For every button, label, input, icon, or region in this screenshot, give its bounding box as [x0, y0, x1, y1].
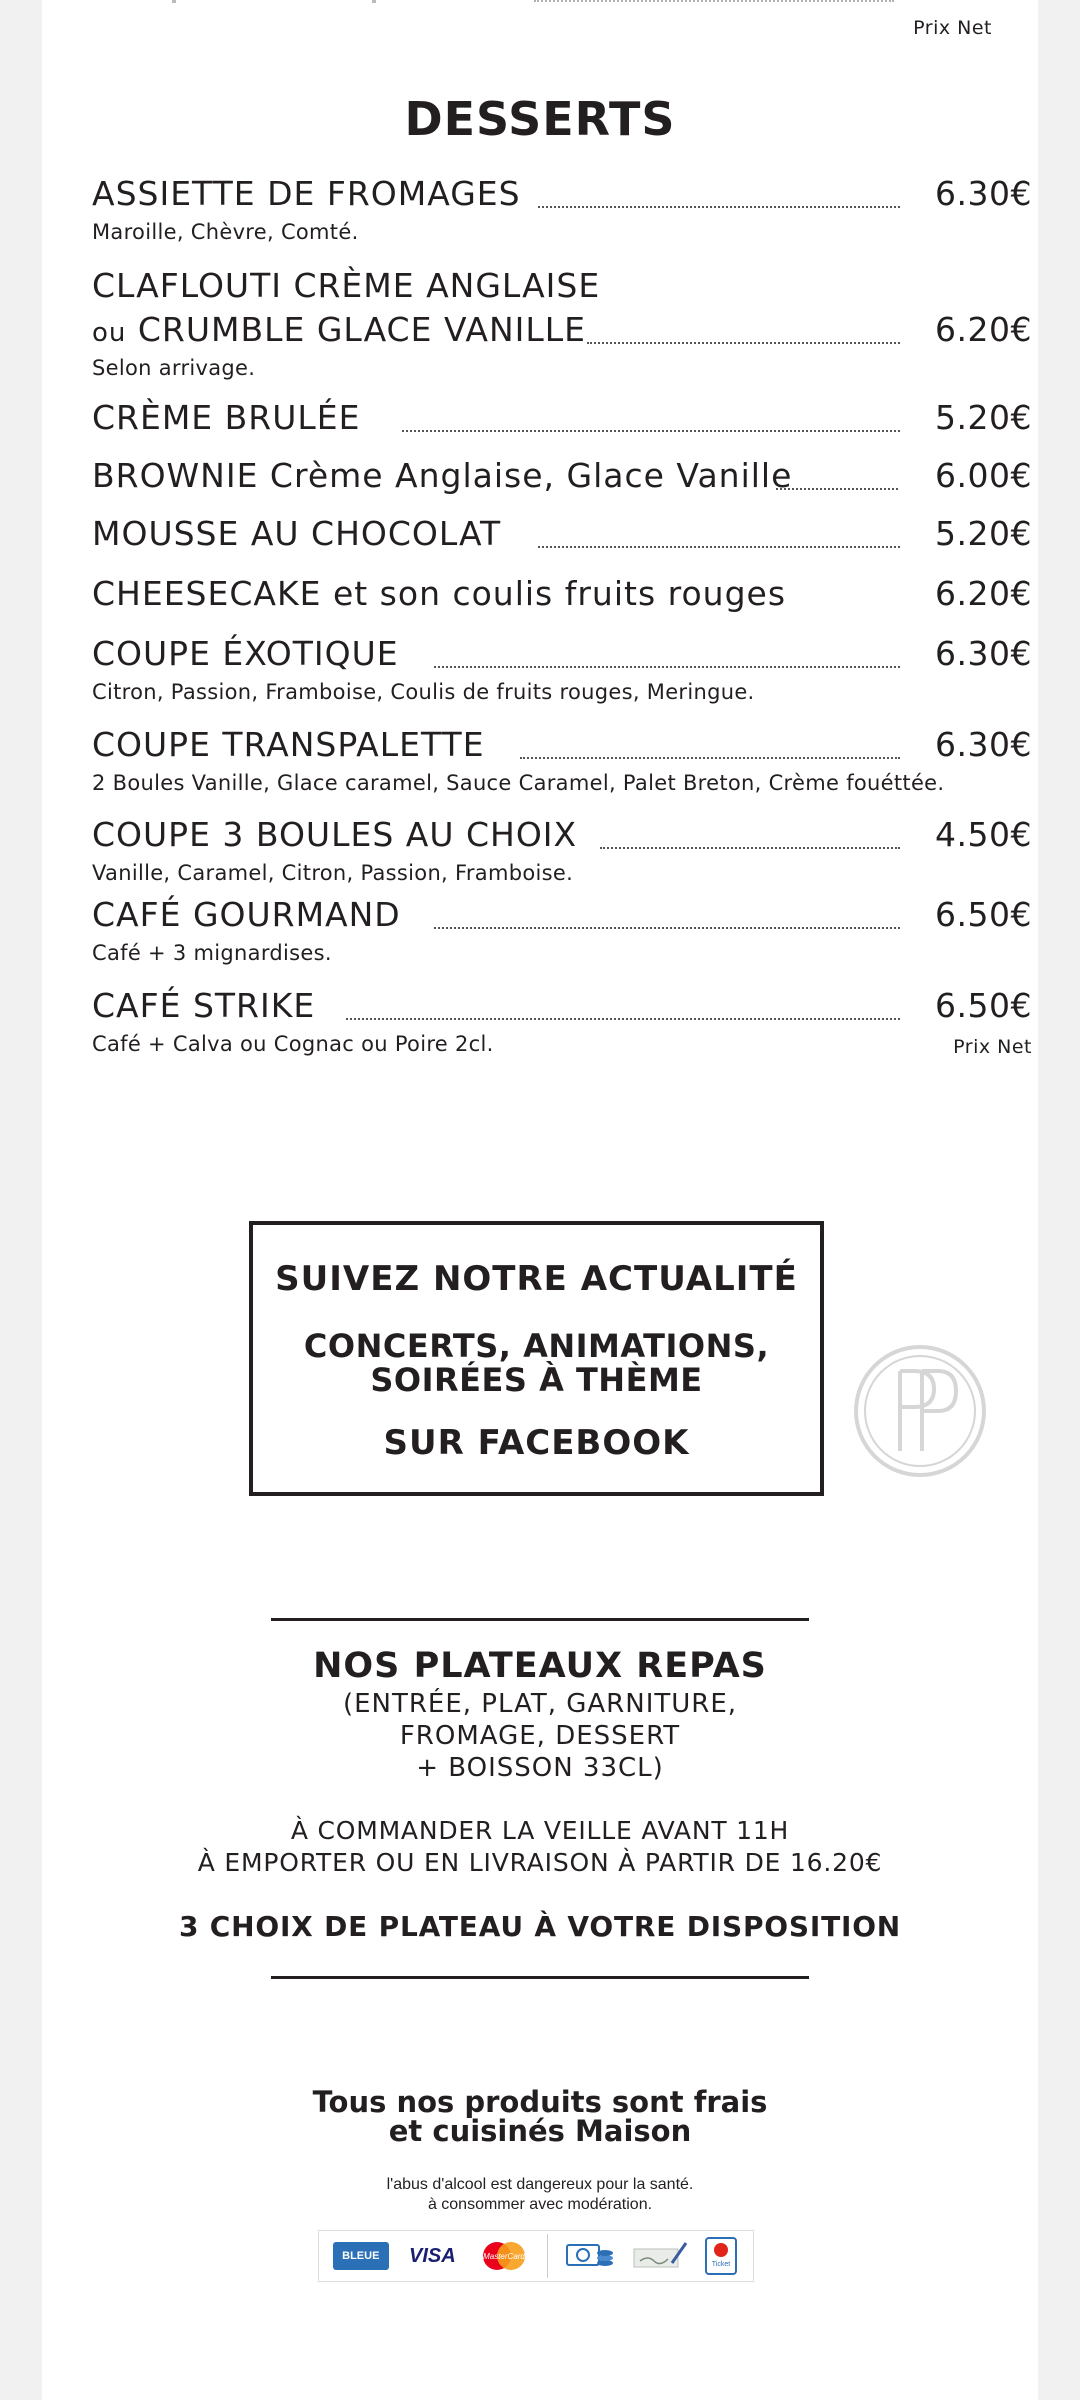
dot-leader	[434, 666, 900, 668]
order-delivery: À EMPORTER OU EN LIVRAISON À PARTIR DE 16.20€	[197, 1848, 883, 1877]
plateaux-choice: 3 CHOIX DE PLATEAU À VOTRE DISPOSITION	[178, 1910, 902, 1943]
plateaux-title: NOS PLATEAUX REPAS	[313, 1646, 767, 1686]
item-description: Vanille, Caramel, Citron, Passion, Framboise.	[92, 861, 574, 885]
mastercard-icon	[476, 2239, 532, 2273]
fresh-line1: Tous nos produits sont frais	[312, 2085, 768, 2119]
plateaux-details-line: + BOISSON 33CL)	[416, 1753, 664, 1783]
item-name: COUPE TRANSPALETTE	[92, 725, 485, 764]
item-price: 6.30€	[935, 634, 1032, 673]
item-name-line1: CLAFLOUTI CRÈME ANGLAISE	[92, 266, 601, 305]
item-price: 5.20€	[935, 398, 1032, 437]
ticket-label: Ticket	[711, 2261, 731, 2268]
item-price: 6.30€	[935, 174, 1032, 213]
item-name: CHEESECAKE et son coulis fruits rouges	[92, 574, 787, 613]
menu-item	[92, 456, 1032, 502]
top-dot	[172, 0, 176, 3]
payment-separator	[547, 2234, 548, 2278]
section-title: DESSERTS	[404, 92, 676, 146]
item-description: 2 Boules Vanille, Glace caramel, Sauce Caramel, Palet Breton, Crème fouéttée.	[92, 771, 945, 795]
dot-leader	[402, 430, 900, 432]
prix-net-label: Prix Net	[953, 1036, 1032, 1058]
mastercard-label: MasterCard	[483, 2252, 525, 2261]
dot-leader	[538, 206, 900, 208]
top-dot	[372, 0, 376, 3]
item-price: 6.30€	[935, 725, 1032, 764]
menu-item	[92, 634, 1032, 704]
visa-icon: VISA	[409, 2244, 456, 2267]
divider-bottom	[271, 1976, 809, 1979]
fresh-line2: et cuisinés Maison	[388, 2114, 692, 2148]
item-description: Selon arrivage.	[92, 356, 256, 380]
item-name: COUPE ÉXOTIQUE	[92, 634, 399, 673]
plateaux-details	[42, 1688, 1038, 1784]
menu-item	[92, 266, 1032, 380]
bp-logo-icon	[852, 1343, 988, 1479]
item-name: MOUSSE AU CHOCOLAT	[92, 514, 502, 553]
facebook-events	[253, 1329, 820, 1397]
dot-leader	[776, 488, 898, 490]
plateaux-details-line: FROMAGE, DESSERT	[399, 1721, 681, 1751]
facebook-events-line2: SOIRÉES À THÈME	[370, 1361, 703, 1399]
item-name: ASSIETTE DE FROMAGES	[92, 174, 521, 213]
alcohol-warning	[42, 2175, 1038, 2215]
menu-item	[92, 725, 1032, 795]
menu-item	[92, 574, 1032, 620]
item-price: 6.50€	[935, 895, 1032, 934]
dot-leader	[587, 342, 900, 344]
top-leader-remnant	[534, 0, 894, 2]
menu-item	[92, 815, 1032, 885]
order-deadline: À COMMANDER LA VEILLE AVANT 11H	[290, 1816, 790, 1845]
item-name-prefix: ou	[92, 318, 127, 348]
payment-methods	[318, 2230, 754, 2282]
ticket-restaurant-icon	[703, 2239, 739, 2273]
facebook-cta: SUR FACEBOOK	[383, 1423, 690, 1463]
item-description: Café + Calva ou Cognac ou Poire 2cl.	[92, 1032, 494, 1056]
item-name-line2: CRUMBLE GLACE VANILLE	[137, 310, 587, 349]
menu-item	[92, 398, 1032, 444]
menu-item	[92, 895, 1032, 965]
item-description: Citron, Passion, Framboise, Coulis de fruits rouges, Meringue.	[92, 680, 755, 704]
carte-bleue-icon: BLEUE	[333, 2242, 389, 2270]
facebook-events-line1: CONCERTS, ANIMATIONS,	[303, 1327, 770, 1365]
item-name: COUPE 3 BOULES AU CHOIX	[92, 815, 578, 854]
item-price: 6.20€	[935, 574, 1032, 613]
item-name: CAFÉ STRIKE	[92, 986, 316, 1025]
plateaux-order-info	[42, 1815, 1038, 1879]
fresh-products-note	[42, 2085, 1038, 2148]
item-price: 6.00€	[935, 456, 1032, 495]
dot-leader	[434, 927, 900, 929]
item-price: 6.50€	[935, 986, 1032, 1025]
dot-leader	[600, 847, 900, 849]
dot-leader	[346, 1018, 900, 1020]
menu-item	[92, 986, 1032, 1060]
cash-icon	[564, 2239, 616, 2273]
warning-line2: à consommer avec modération.	[427, 2196, 653, 2213]
menu-item	[92, 514, 1032, 560]
item-description: Maroille, Chèvre, Comté.	[92, 220, 359, 244]
prix-net-label: Prix Net	[913, 17, 992, 39]
item-name: BROWNIE Crème Anglaise, Glace Vanille	[92, 456, 793, 495]
item-price: 6.20€	[935, 310, 1032, 349]
divider-top	[271, 1618, 809, 1621]
warning-line1: l'abus d'alcool est dangereux pour la santé.	[386, 2176, 694, 2193]
dot-leader	[538, 546, 900, 548]
facebook-promo-box	[249, 1221, 824, 1496]
cheque-icon	[632, 2239, 688, 2273]
item-price: 5.20€	[935, 514, 1032, 553]
facebook-headline: SUIVEZ NOTRE ACTUALITÉ	[275, 1259, 798, 1299]
item-description: Café + 3 mignardises.	[92, 941, 332, 965]
item-name: CAFÉ GOURMAND	[92, 895, 401, 934]
menu-item	[92, 174, 1032, 244]
item-name: CRÈME BRULÉE	[92, 398, 361, 437]
plateaux-details-line: (ENTRÉE, PLAT, GARNITURE,	[342, 1689, 738, 1719]
menu-page	[42, 0, 1038, 2400]
item-price: 4.50€	[935, 815, 1032, 854]
dot-leader	[520, 757, 900, 759]
